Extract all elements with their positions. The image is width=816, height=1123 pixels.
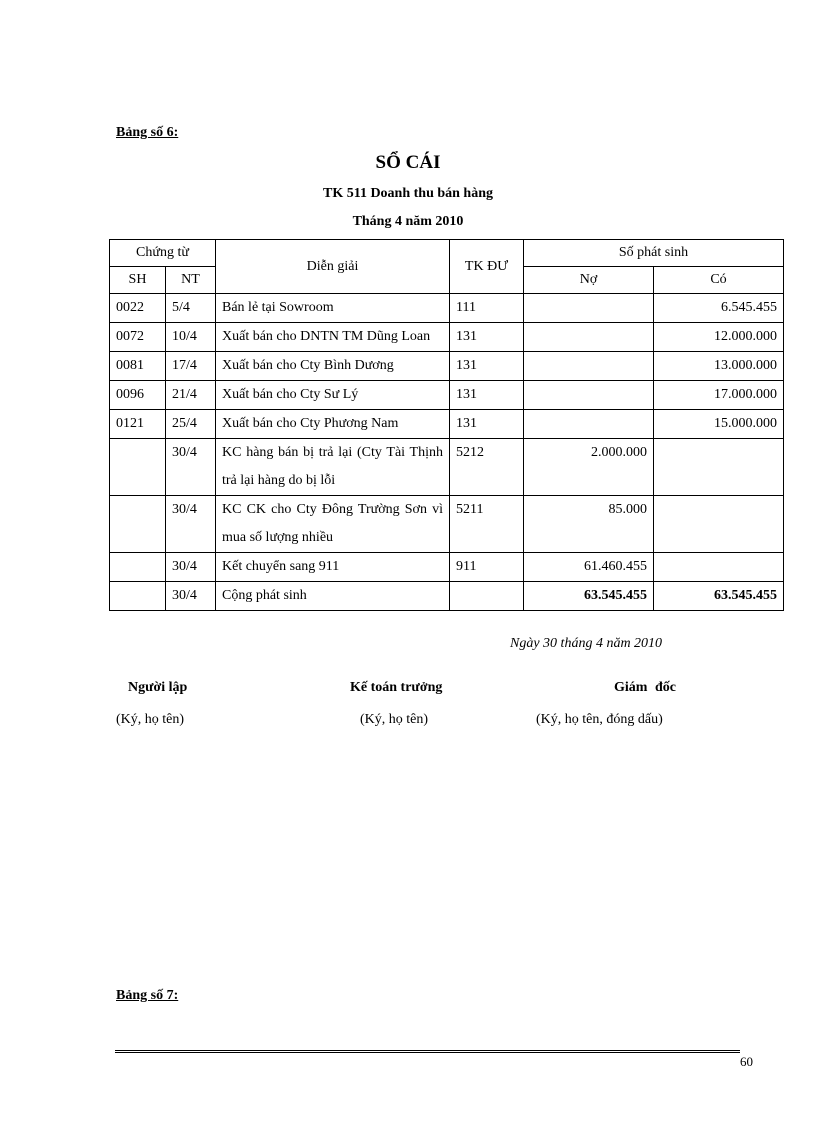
cell-sh [110, 582, 166, 611]
account-title: TK 511 Doanh thu bán hàng [322, 186, 494, 201]
cell-desc: Bán lẻ tại Sowroom [216, 294, 450, 323]
table-row [110, 294, 784, 323]
cell-co: 12.000.000 [654, 323, 784, 352]
table-label-7: Bảng số 7: [116, 988, 179, 1003]
header-sh: SH [110, 267, 166, 294]
table-row [110, 496, 784, 553]
signature-chief-accountant-sub: (Ký, họ tên) [360, 712, 429, 727]
cell-co [654, 553, 784, 582]
cell-nt: 30/4 [166, 553, 216, 582]
cell-tk: 131 [450, 352, 524, 381]
header-no: Nợ [524, 267, 654, 294]
cell-nt: 30/4 [166, 439, 216, 496]
cell-co: 17.000.000 [654, 381, 784, 410]
cell-co [654, 439, 784, 496]
cell-nt: 30/4 [166, 582, 216, 611]
total-row [110, 582, 784, 611]
cell-sh [110, 439, 166, 496]
cell-sh [110, 496, 166, 553]
cell-nt: 10/4 [166, 323, 216, 352]
cell-co: 6.545.455 [654, 294, 784, 323]
header-dien-giai: Diễn giải [216, 240, 450, 294]
header-tk-du: TK ĐƯ [450, 240, 524, 294]
cell-desc: Xuất bán cho Cty Bình Dương [216, 352, 450, 381]
cell-tk: 131 [450, 381, 524, 410]
signature-chief-accountant-title: Kế toán trưởng [350, 680, 443, 695]
signature-preparer-title: Người lập [128, 680, 188, 695]
signature-director-sub: (Ký, họ tên, đóng dấu) [536, 712, 663, 727]
cell-tk: 5211 [450, 496, 524, 553]
cell-nt: 5/4 [166, 294, 216, 323]
header-chung-tu: Chứng từ [110, 240, 216, 267]
footer-divider [115, 1050, 740, 1053]
cell-nt: 30/4 [166, 496, 216, 553]
table-row [110, 553, 784, 582]
date-line: Ngày 30 tháng 4 năm 2010 [510, 636, 663, 651]
page-title: SỔ CÁI [375, 152, 441, 173]
cell-co: 15.000.000 [654, 410, 784, 439]
cell-tk [450, 582, 524, 611]
cell-no [524, 294, 654, 323]
table-row [110, 439, 784, 496]
ledger-table [109, 239, 784, 611]
cell-desc: KC hàng bán bị trả lại (Cty Tài Thịnh trả lại hàng do bị lỗi [216, 439, 450, 496]
cell-no: 85.000 [524, 496, 654, 553]
cell-nt: 21/4 [166, 381, 216, 410]
cell-tk: 131 [450, 410, 524, 439]
signature-director-title: Giám đốc [614, 680, 676, 695]
cell-co: 13.000.000 [654, 352, 784, 381]
cell-desc: KC CK cho Cty Đông Trường Sơn vì mua số lượng nhiều [216, 496, 450, 553]
cell-desc: Cộng phát sinh [216, 582, 450, 611]
cell-no [524, 323, 654, 352]
table-row [110, 410, 784, 439]
page-number: 60 [740, 1054, 753, 1069]
cell-no [524, 381, 654, 410]
signature-preparer-sub: (Ký, họ tên) [116, 712, 185, 727]
cell-nt: 17/4 [166, 352, 216, 381]
cell-tk: 5212 [450, 439, 524, 496]
cell-co-total: 63.545.455 [654, 582, 784, 611]
cell-sh: 0022 [110, 294, 166, 323]
cell-no: 2.000.000 [524, 439, 654, 496]
cell-sh [110, 553, 166, 582]
cell-tk: 131 [450, 323, 524, 352]
header-so-phat-sinh: Số phát sinh [524, 240, 784, 267]
cell-sh: 0072 [110, 323, 166, 352]
cell-desc: Kết chuyển sang 911 [216, 553, 450, 582]
table-row [110, 323, 784, 352]
cell-tk: 111 [450, 294, 524, 323]
cell-no [524, 352, 654, 381]
cell-no-total: 63.545.455 [524, 582, 654, 611]
cell-desc: Xuất bán cho Cty Sư Lý [216, 381, 450, 410]
table-label-6: Bảng số 6: [116, 125, 179, 140]
cell-tk: 911 [450, 553, 524, 582]
cell-desc: Xuất bán cho DNTN TM Dũng Loan [216, 323, 450, 352]
cell-no: 61.460.455 [524, 553, 654, 582]
header-nt: NT [166, 267, 216, 294]
cell-sh: 0121 [110, 410, 166, 439]
cell-co [654, 496, 784, 553]
period-title: Tháng 4 năm 2010 [352, 214, 464, 229]
cell-sh: 0081 [110, 352, 166, 381]
cell-nt: 25/4 [166, 410, 216, 439]
table-row [110, 381, 784, 410]
cell-sh: 0096 [110, 381, 166, 410]
cell-desc: Xuất bán cho Cty Phương Nam [216, 410, 450, 439]
table-row [110, 352, 784, 381]
header-co: Có [654, 267, 784, 294]
cell-no [524, 410, 654, 439]
